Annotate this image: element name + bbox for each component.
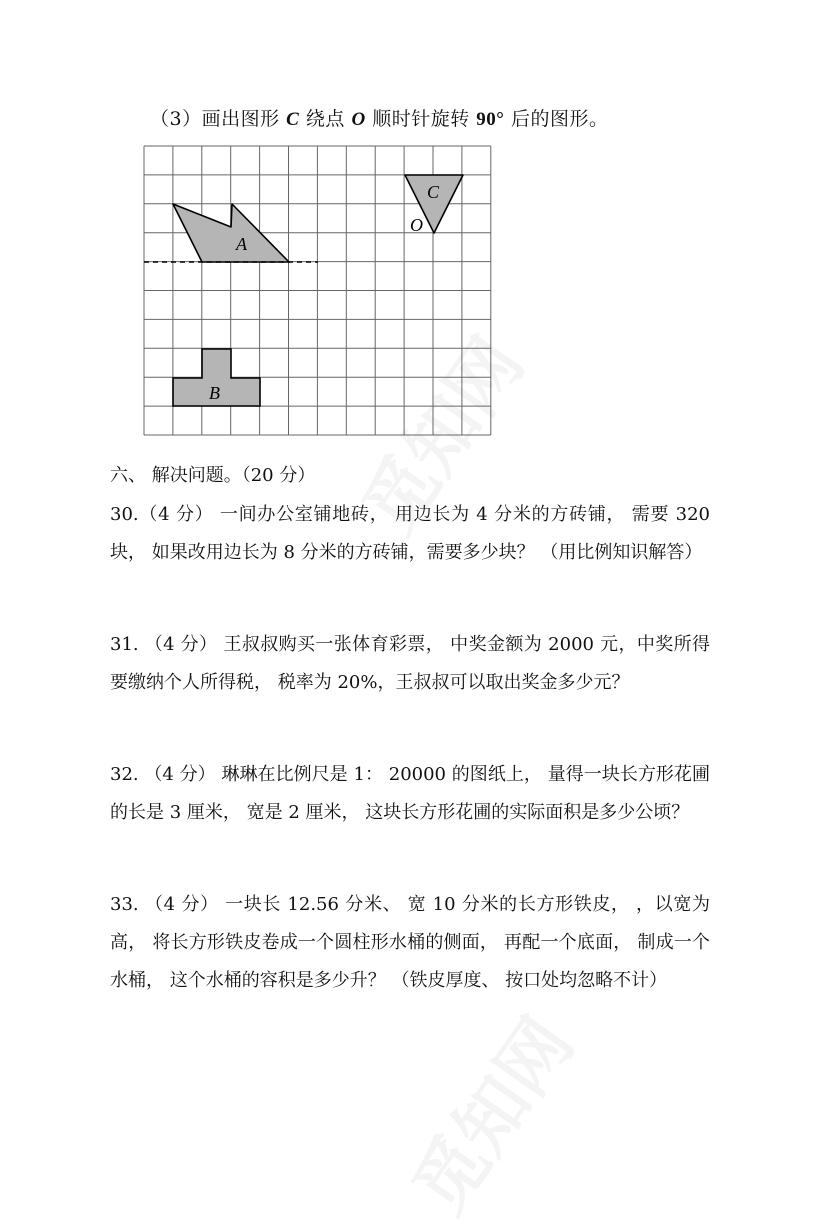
problem-32: 32. （4 分） 琳琳在比例尺是 1： 20000 的图纸上， 量得一块长方形花圃的长是 3 厘米， 宽是 2 厘米， 这块长方形花圃的实际面积是多少公顷？ <box>110 764 710 823</box>
problem-30: 30.（4 分） 一间办公室铺地砖， 用边长为 4 分米的方砖铺， 需要 320 块， 如果改用边长为 8 分米的方砖铺，需要多少块？ （用比例知识解答） <box>110 504 710 563</box>
label-c: C <box>427 182 440 202</box>
label-o: O <box>410 215 423 235</box>
point-name: O <box>351 109 366 130</box>
section-heading: 六、 解决问题。（20 分） <box>110 465 316 486</box>
sub-question-end: 后的图形。 <box>510 108 609 130</box>
watermark <box>383 994 592 1230</box>
label-a: A <box>236 234 247 254</box>
sub-question-prefix: （3）画出图形 <box>150 108 280 130</box>
sub-question-rotate: 顺时针旋转 <box>372 108 470 130</box>
grid-figure <box>140 140 500 440</box>
sub-question-mid: 绕点 <box>305 108 345 130</box>
rotation-angle: 90° <box>476 109 505 130</box>
label-b: B <box>209 383 220 403</box>
sub-question-3 <box>150 104 608 131</box>
problem-33: 33. （4 分） 一块长 12.56 分米、 宽 10 分米的长方形铁皮， ，以宽为高， 将长方形铁皮卷成一个圆柱形水桶的侧面， 再配一个底面， 制成一个水桶， 这个水桶的容积是多少升？ （铁皮厚度、 按口处均忽略不计） <box>110 894 710 991</box>
shape-name: C <box>286 109 300 130</box>
problem-31: 31. （4 分） 王叔叔购买一张体育彩票， 中奖金额为 2000 元，中奖所得要缴纳个人所得税， 税率为 20%，王叔叔可以取出奖金多少元？ <box>110 634 710 693</box>
